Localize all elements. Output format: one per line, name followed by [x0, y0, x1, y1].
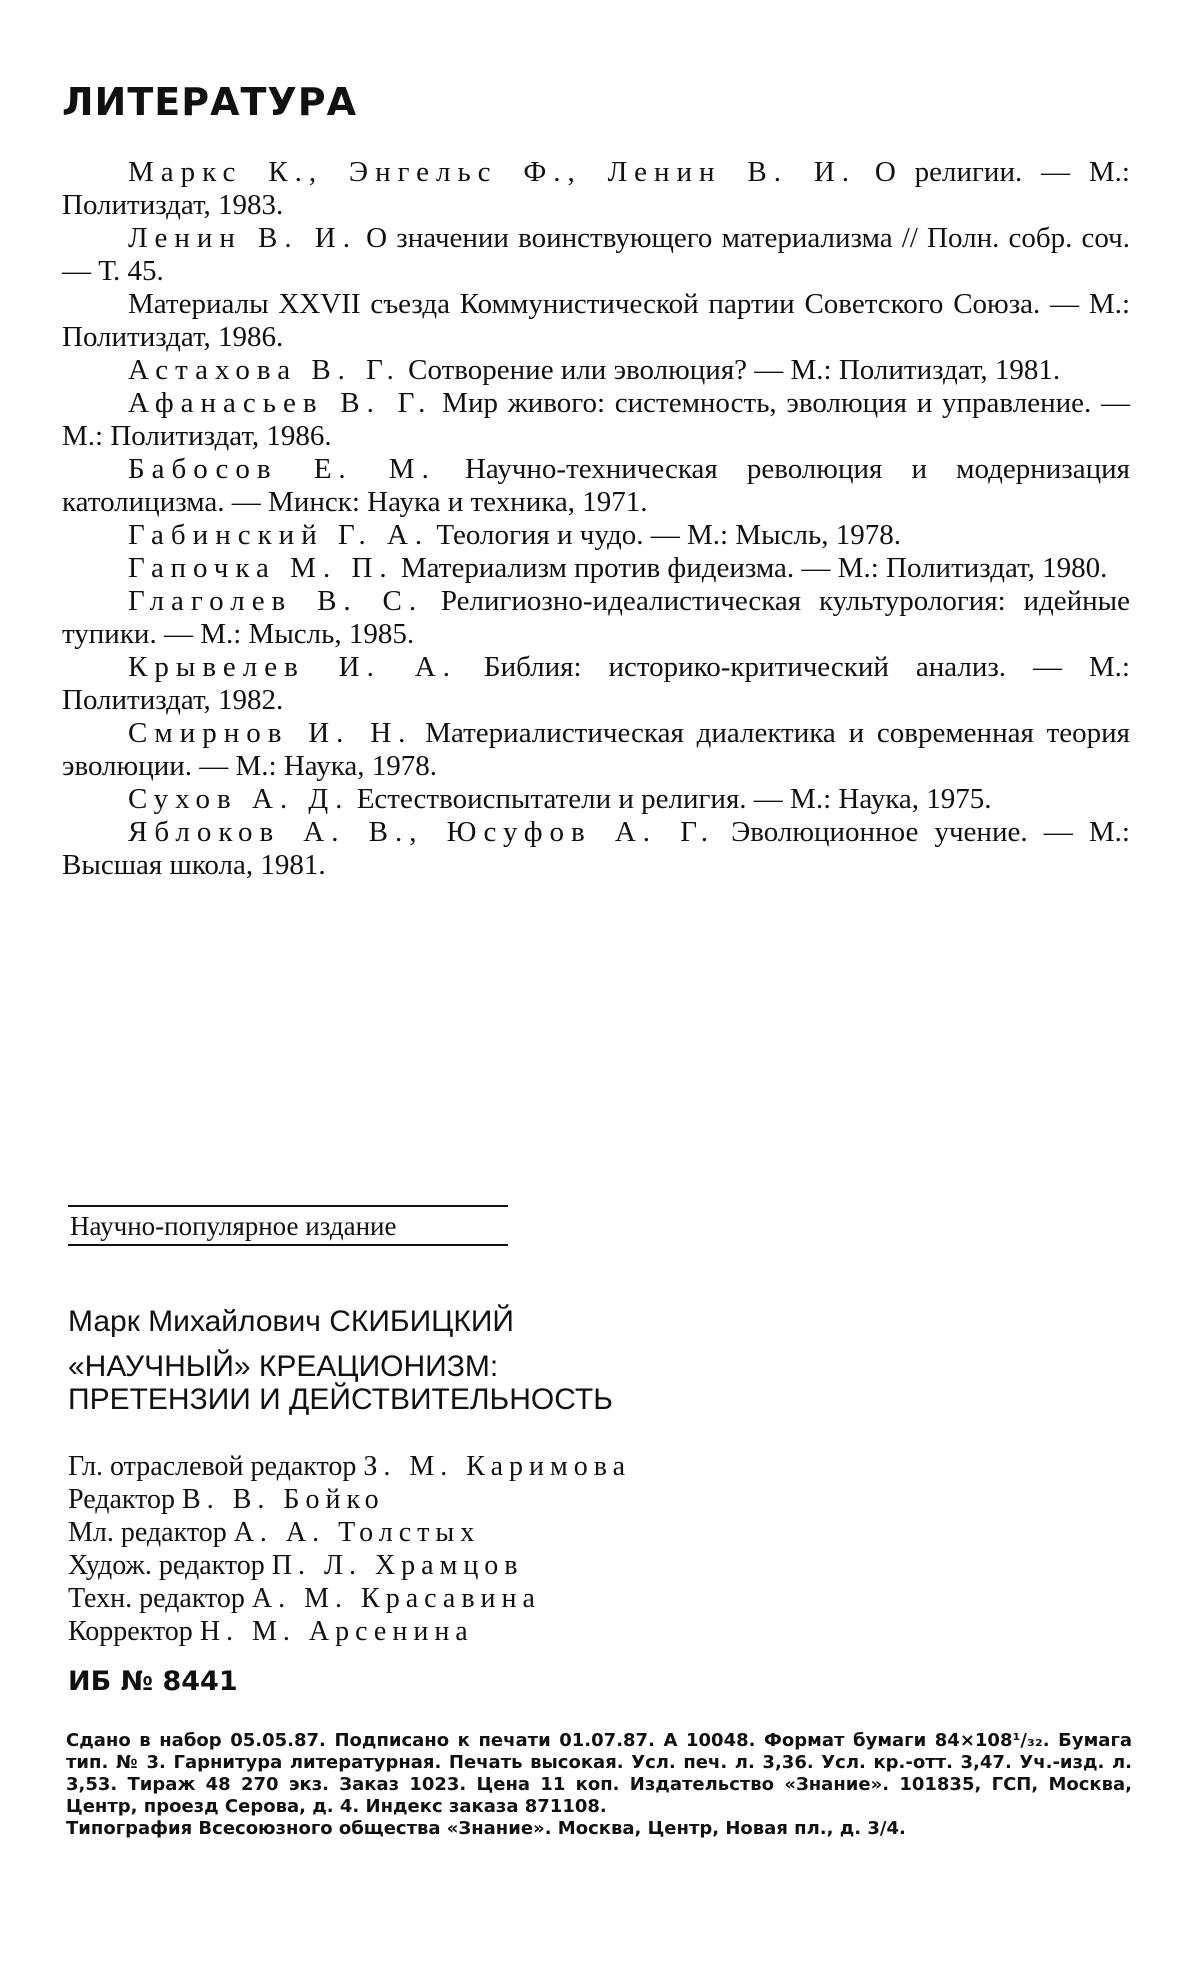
- reference-text: Материалы XXVII съезда Коммунистической партии Советского Союза. — М.: Политиздат, 1986.: [62, 288, 1130, 353]
- reference-entry: [62, 519, 1130, 552]
- staff-line: [68, 1516, 631, 1549]
- reference-entry: [62, 222, 1130, 288]
- reference-entry: [62, 717, 1130, 783]
- reference-text: Религиозно-идеалистическая культурология: идейные тупики. — М.: Мысль, 1985.: [62, 585, 1130, 650]
- reference-text: Эволюционное учение. — М.: Высшая школа, 1981.: [62, 816, 1130, 881]
- reference-author: Яблоков А. В., Юсуфов А. Г.: [128, 816, 715, 848]
- reference-author: Глаголев В. С.: [128, 585, 424, 617]
- colophon-printer: Типография Всесоюзного общества «Знание». Москва, Центр, Новая пл., д. 3/4.: [66, 1818, 906, 1839]
- book-title: [68, 1350, 613, 1416]
- reference-author: Бабосов Е. М.: [128, 453, 436, 485]
- reference-entry: [62, 585, 1130, 651]
- book-author: Марк Михайлович СКИБИЦКИЙ: [68, 1305, 514, 1338]
- staff-name: П. Л. Храмцов: [271, 1550, 524, 1581]
- reference-entry: [62, 354, 1130, 387]
- reference-entry: [62, 387, 1130, 453]
- ib-number: ИБ № 8441: [68, 1666, 238, 1697]
- reference-entry: [62, 453, 1130, 519]
- staff-line: [68, 1450, 631, 1483]
- reference-text: Сотворение или эволюция? — М.: Политиздат, 1981.: [400, 354, 1061, 386]
- colophon: [66, 1730, 1132, 1840]
- staff-role: Редактор: [68, 1484, 176, 1515]
- reference-author: Афанасьев В. Г.: [128, 387, 433, 419]
- staff-role: Техн. редактор: [68, 1583, 245, 1614]
- editorial-staff: [68, 1450, 631, 1648]
- staff-line: [68, 1483, 631, 1516]
- reference-entry: [62, 783, 1130, 816]
- reference-author: Маркс К., Энгельс Ф., Ленин В. И.: [128, 156, 857, 188]
- staff-name: В. В. Бойко: [182, 1484, 385, 1515]
- bibliography-list: [62, 156, 1130, 882]
- reference-entry: [62, 816, 1130, 882]
- reference-entry: [62, 552, 1130, 585]
- staff-line: [68, 1582, 631, 1615]
- reference-author: Астахова В. Г.: [128, 354, 401, 386]
- staff-name: З. М. Каримова: [363, 1451, 632, 1482]
- book-title-line: ПРЕТЕНЗИИ И ДЕЙСТВИТЕЛЬНОСТЬ: [68, 1383, 613, 1416]
- staff-name: Н. М. Арсенина: [199, 1616, 474, 1647]
- reference-text: Материалистическая диалектика и современная теория эволюции. — М.: Наука, 1978.: [62, 717, 1131, 782]
- reference-author: Габинский Г. А.: [128, 519, 430, 551]
- reference-text: Естествоиспытатели и религия. — М.: Наука, 1975.: [349, 783, 992, 815]
- reference-text: Мир живого: системность, эволюция и управление. — М.: Политиздат, 1986.: [62, 387, 1130, 452]
- reference-text: О религии. — М.: Политиздат, 1983.: [62, 156, 1130, 221]
- colophon-details: Сдано в набор 05.05.87. Подписано к печати 01.07.87. А 10048. Формат бумаги 84×108¹/₃₂. Бумага тип. № 3. Гарнитура литературная. Печать высокая. Усл. печ. л. 3,36. Усл. кр.-отт. 3,47. Уч.-изд. л. 3,53. Тираж 48 270 экз. Заказ 1023. Цена 11 коп. Издательство «Знание». 101835, ГСП, Москва, Центр, проезд Серова, д. 4. Индекс заказа 871108.: [66, 1730, 1132, 1817]
- reference-author: Сухов А. Д.: [128, 783, 350, 815]
- reference-author: Гапочка М. П.: [128, 552, 394, 584]
- reference-entry: [62, 288, 1130, 354]
- reference-author: Ленин В. И.: [128, 222, 357, 254]
- staff-line: [68, 1549, 631, 1582]
- reference-text: Материализм против фидеизма. — М.: Политиздат, 1980.: [393, 552, 1108, 584]
- staff-role: Худож. редактор: [68, 1550, 265, 1581]
- literature-heading: ЛИТЕРАТУРА: [62, 80, 357, 124]
- reference-text: Теология и чудо. — М.: Мысль, 1978.: [429, 519, 901, 551]
- reference-entry: [62, 156, 1130, 222]
- staff-role: Гл. отраслевой редактор: [68, 1451, 357, 1482]
- staff-line: [68, 1615, 631, 1648]
- staff-name: А. М. Красавина: [251, 1583, 541, 1614]
- edition-type-label: Научно-популярное издание: [68, 1205, 508, 1246]
- book-title-line: «НАУЧНЫЙ» КРЕАЦИОНИЗМ:: [68, 1350, 499, 1383]
- reference-entry: [62, 651, 1130, 717]
- reference-author: Крывелев И. А.: [128, 651, 457, 683]
- reference-author: Смирнов И. Н.: [128, 717, 413, 749]
- reference-text: Научно-техническая революция и модернизация католицизма. — Минск: Наука и техника, 1971.: [62, 453, 1130, 518]
- reference-text: Библия: историко-критический анализ. — М.: Политиздат, 1982.: [62, 651, 1130, 716]
- reference-text: О значении воинствующего материализма // Полн. собр. соч. — Т. 45.: [62, 222, 1130, 287]
- staff-role: Корректор: [68, 1616, 193, 1647]
- staff-role: Мл. редактор: [68, 1517, 227, 1548]
- staff-name: А. А. Толстых: [233, 1517, 481, 1548]
